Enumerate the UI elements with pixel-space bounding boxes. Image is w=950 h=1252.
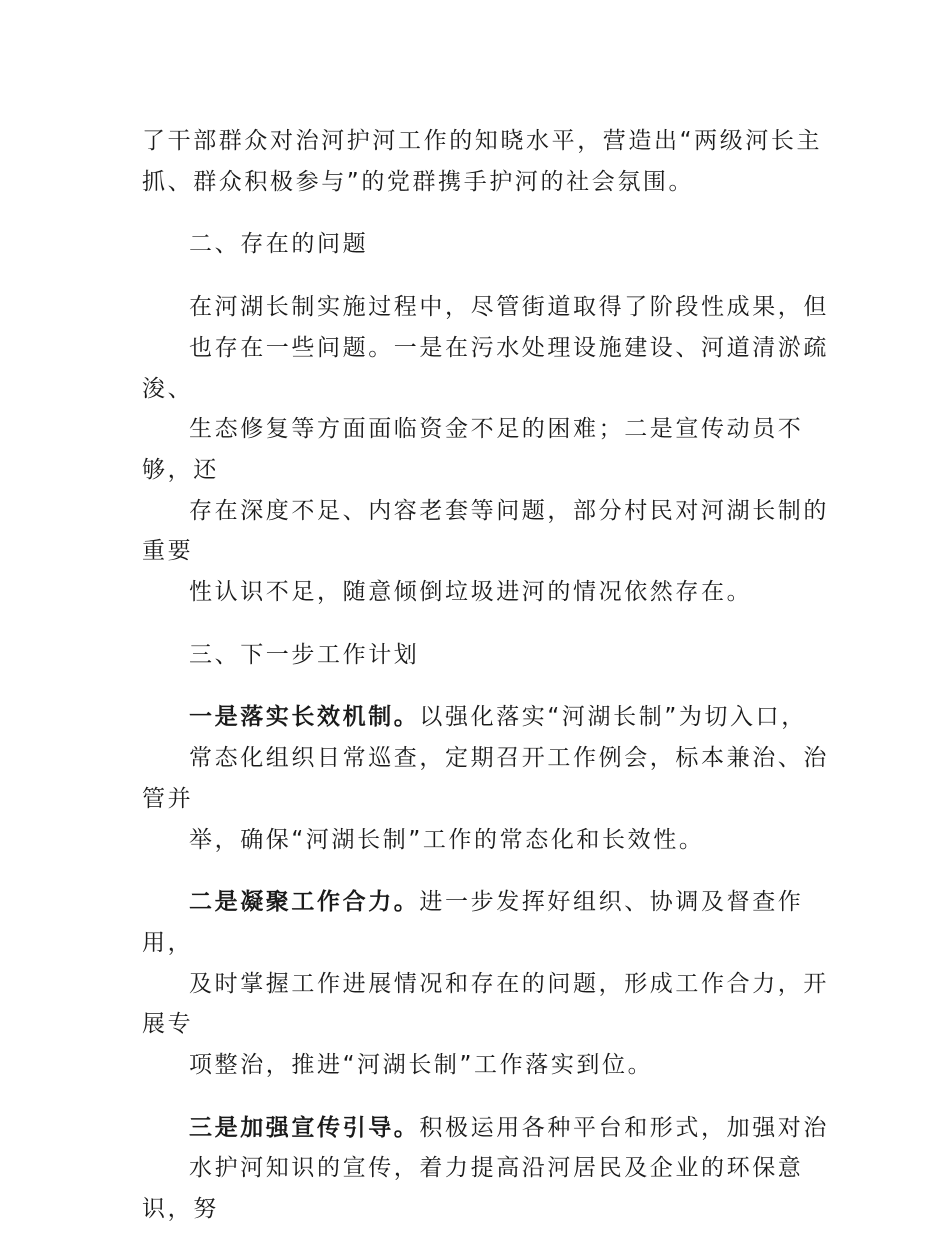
text-line: 积极运用各种平台和形式，加强对治: [419, 1114, 830, 1141]
plan-lead-3: 三是加强宣传引导。: [189, 1114, 420, 1141]
document-body: [142, 121, 832, 1252]
text-line: 及时掌握工作进展情况和存在的问题，形成工作合力，开展专: [142, 970, 829, 1038]
text-line: 抓、群众积极参与”的党群携手护河的社会氛围。: [142, 168, 695, 195]
text-line: 在河湖长制实施过程中，尽管街道取得了阶段性成果，但: [189, 294, 829, 321]
text-line: 也存在一些问题。一是在污水处理设施建设、河道清淤疏浚、: [142, 334, 829, 402]
paragraph-plan-1: [142, 697, 832, 860]
text-line: 常态化组织日常巡查，定期召开工作例会，标本兼治、治管并: [142, 745, 829, 812]
paragraph-plan-3: [142, 1108, 832, 1230]
text-line: 水护河知识的宣传，着力提高沿河居民及企业的环保意识，努: [142, 1155, 804, 1223]
text-line: 了干部群众对治河护河工作的知晓水平，营造出“两级河长主: [142, 128, 823, 154]
text-line: 进一步发挥好组织、协调及督查作用，: [142, 889, 804, 956]
section-heading-next-steps: 三、下一步工作计划: [189, 641, 420, 668]
text-line: 项整治，推进“河湖长制”工作落实到位。: [189, 1052, 654, 1079]
paragraph-plan-2: [142, 882, 832, 1086]
text-line: 生态修复等方面面临资金不足的困难；二是宣传动员不够，还: [142, 416, 804, 483]
text-line: 举，确保“河湖长制”工作的常态化和长效性。: [189, 826, 705, 853]
plan-lead-1: 一是落实长效机制。: [189, 704, 420, 731]
text-line: 性认识不足，随意倾倒垃圾进河的情况依然存在。: [189, 579, 753, 606]
paragraph-problems: [142, 287, 832, 613]
text-line: 存在深度不足、内容老套等问题，部分村民对河湖长制的重要: [142, 497, 829, 565]
section-heading-problems: 二、存在的问题: [189, 231, 369, 258]
text-line: 以强化落实“河湖长制”为切入口，: [419, 704, 807, 731]
paragraph-intro-continuation: [142, 121, 832, 202]
plan-lead-2: 二是凝聚工作合力。: [189, 889, 420, 916]
